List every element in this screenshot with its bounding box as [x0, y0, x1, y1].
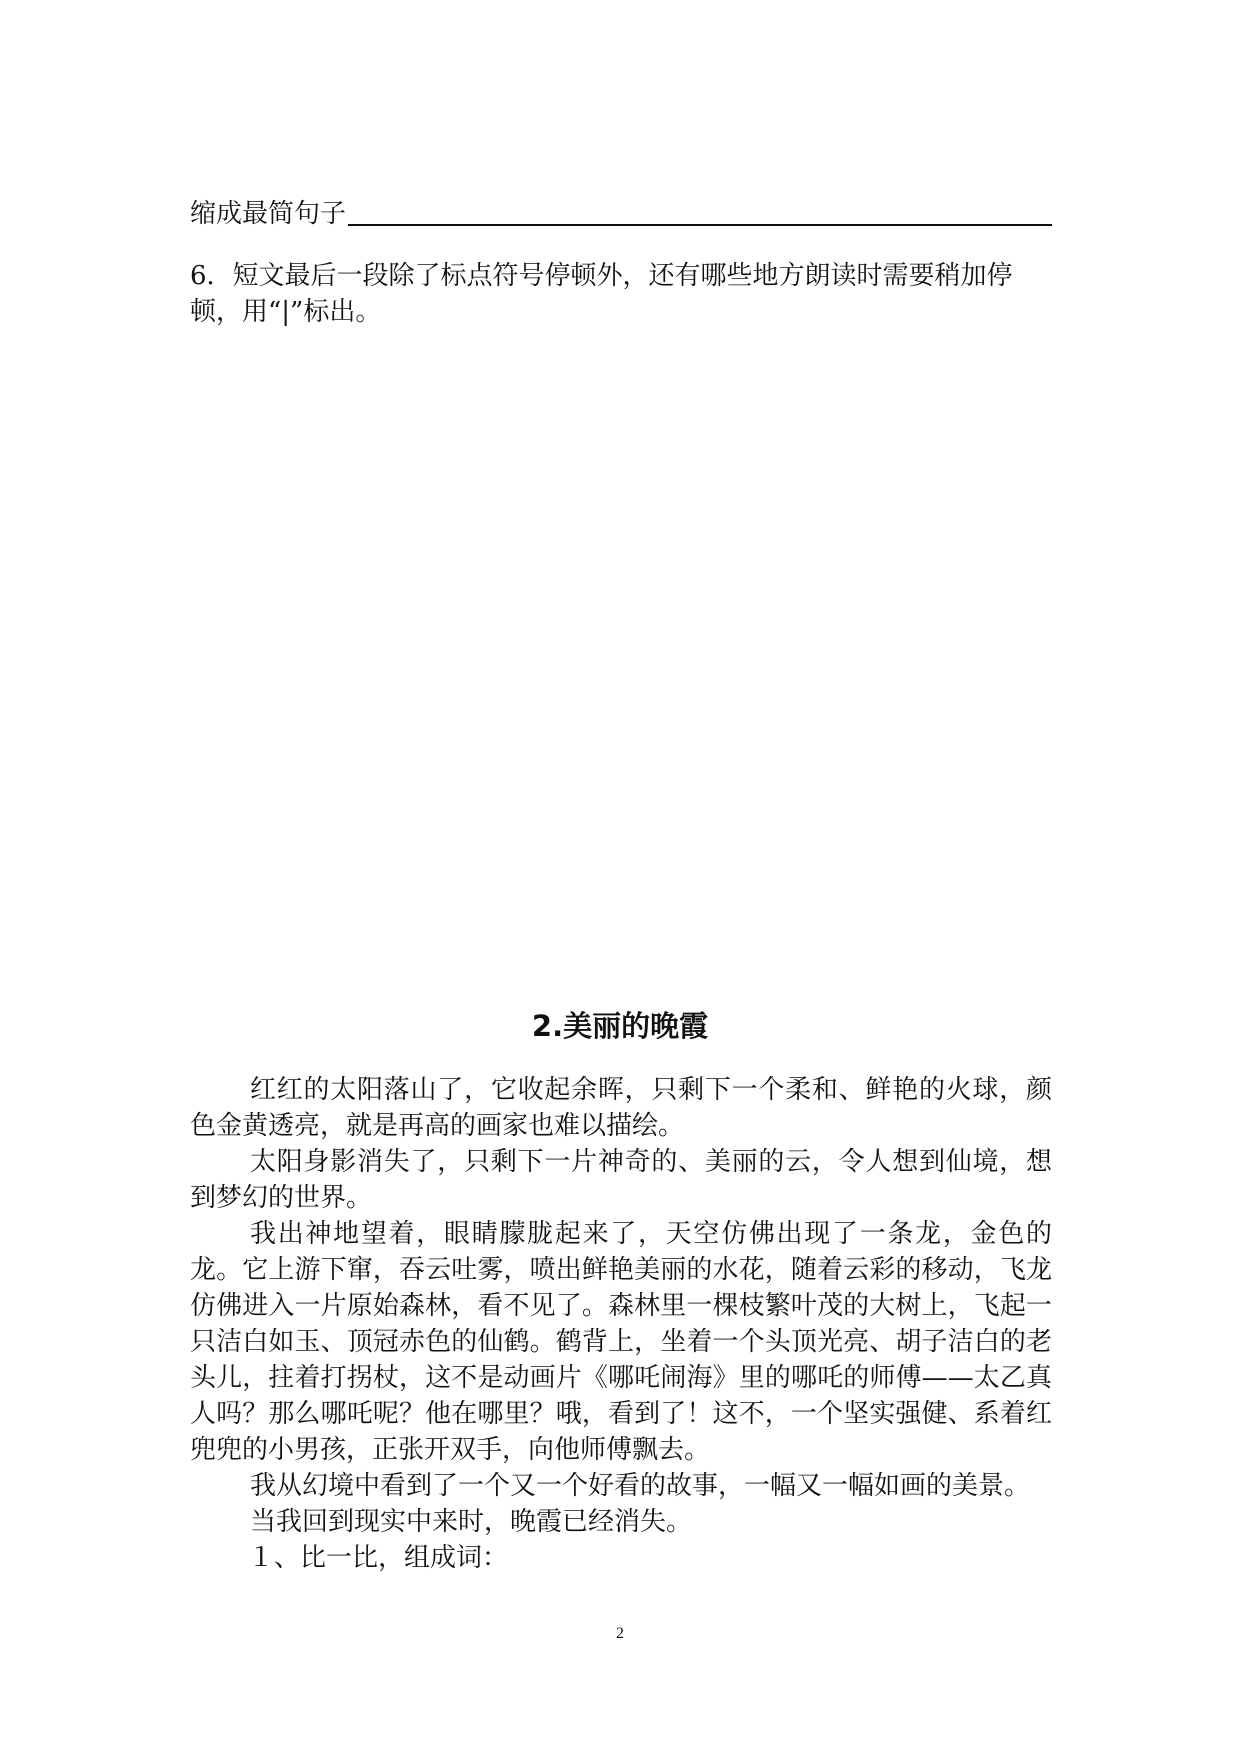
question-1: １、比一比，组成词：: [248, 1543, 509, 1573]
question-6: 6．短文最后一段除了标点符号停顿外，还有哪些地方朗读时需要稍加停顿，用“|”标出。: [190, 261, 1013, 327]
answer-blank-line[interactable]: [348, 223, 1052, 226]
article-paragraph-5: 当我回到现实中来时，晚霞已经消失。: [250, 1507, 693, 1537]
simplify-sentence-label: 缩成最简句子: [190, 199, 347, 229]
article-paragraph-3: 我出神地望着，眼睛朦胧起来了，天空仿佛出现了一条龙，金色的龙。它上游下窜，吞云吐雾，喷出鲜艳美丽的水花，随着云彩的移动，飞龙仿佛进入一片原始森林，看不见了。森林里一棵枝繁叶茂的大树上，飞起一只洁白如玉、顶冠赤色的仙鹤。鹤背上，坐着一个头顶光亮、胡子洁白的老头儿，拄着打拐杖，这不是动画片《哪吒闹海》里的哪吒的师傅——太乙真人吗？那么哪吒呢？他在哪里？哦，看到了！这不，一个坚实强健、系着红兜兜的小男孩，正张开双手，向他师傅飘去。: [190, 1219, 1052, 1465]
article-paragraph-2: 太阳身影消失了，只剩下一片神奇的、美丽的云，令人想到仙境，想到梦幻的世界。: [190, 1147, 1052, 1213]
article-title: 2.美丽的晚霞: [531, 1009, 709, 1043]
page-number: 2: [616, 1625, 624, 1642]
simplify-sentence-row: [190, 192, 1052, 232]
article-paragraph-4: 我从幻境中看到了一个又一个好看的故事，一幅又一幅如画的美景。: [250, 1471, 1031, 1501]
article-body: [190, 1072, 1052, 1576]
article-paragraph-1: 红红的太阳落山了，它收起余晖，只剩下一个柔和、鲜艳的火球，颜色金黄透亮，就是再高的画家也难以描绘。: [190, 1075, 1052, 1141]
